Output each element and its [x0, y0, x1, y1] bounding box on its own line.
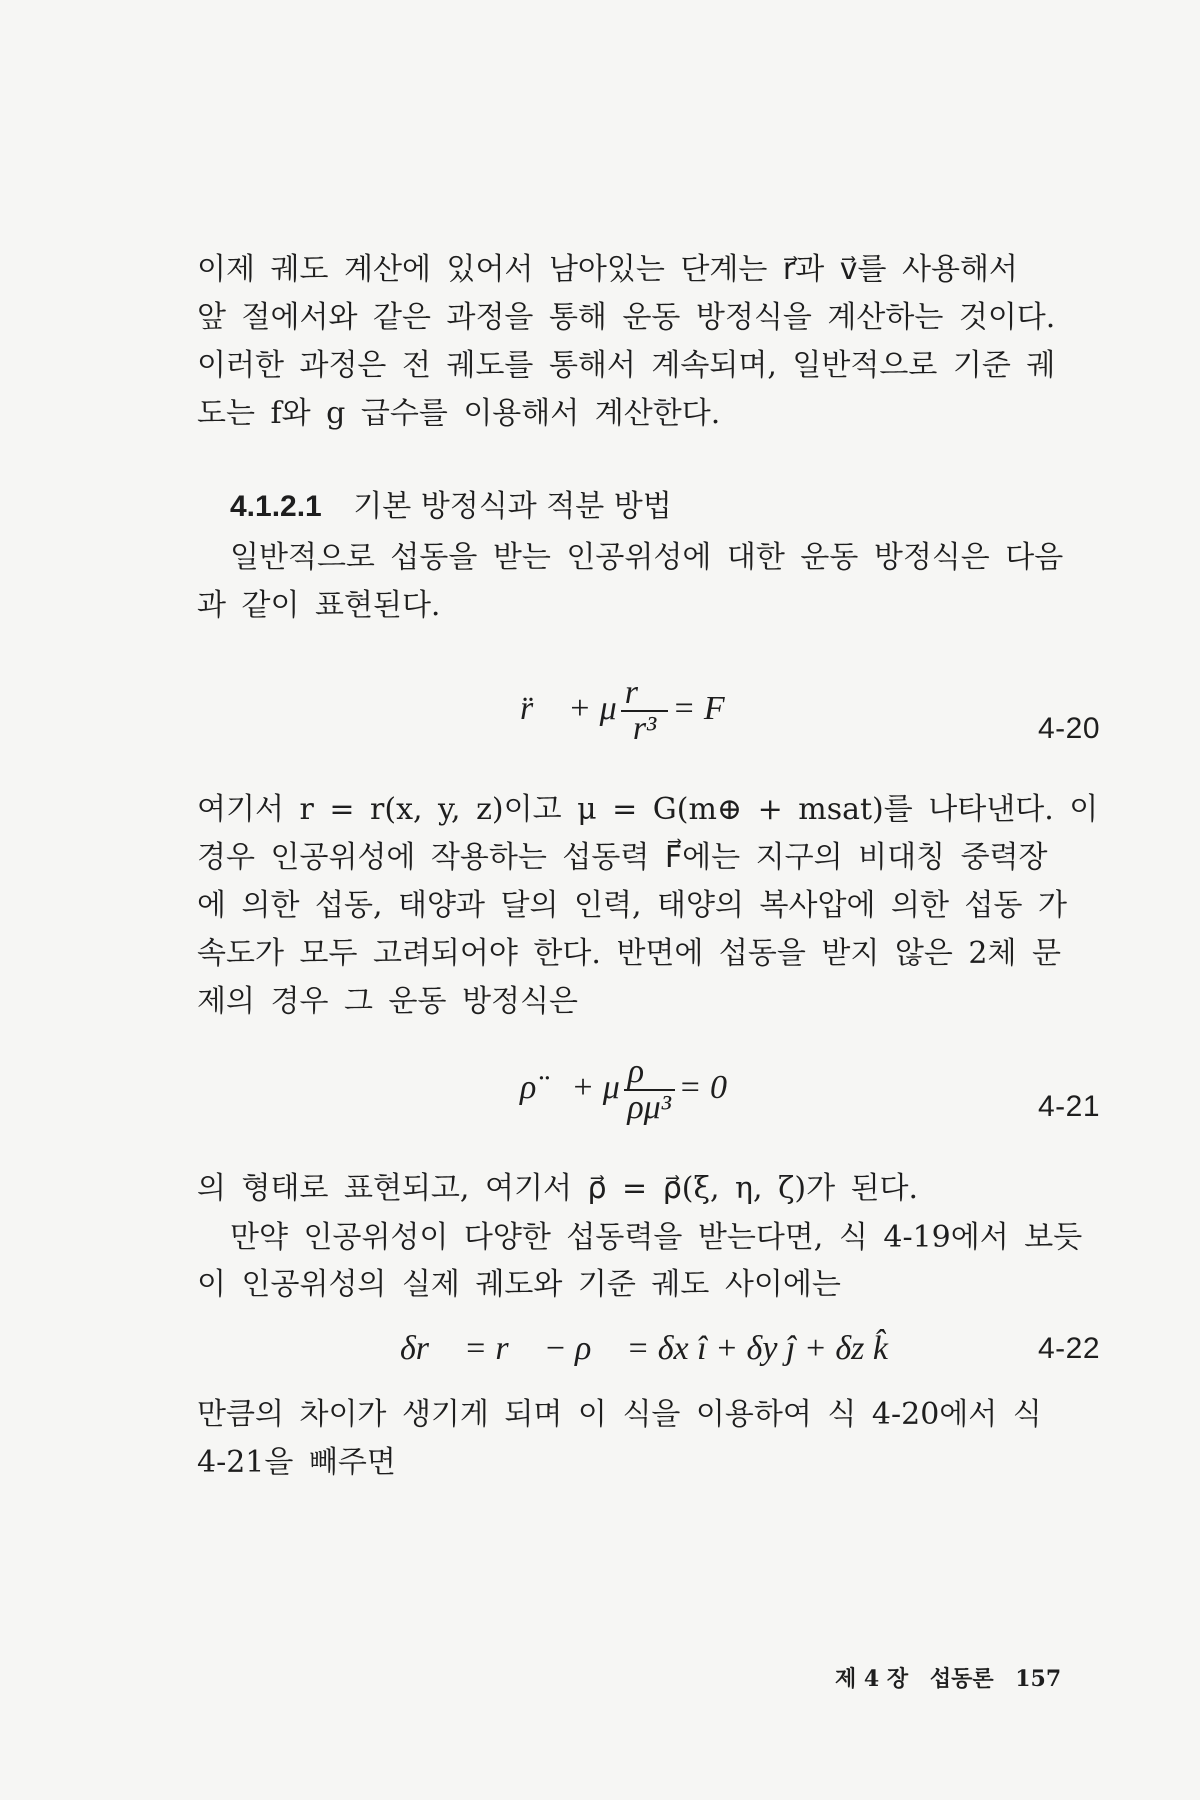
- footer-chapter-title: 섭동론: [929, 1666, 994, 1692]
- page-footer: [835, 1662, 1075, 1693]
- text-line: 여기서 r = r(x, y, z)이고 μ = G(m⊕ + msat)를 나타낸다. 이: [197, 792, 1099, 827]
- text-line: 의 형태로 표현되고, 여기서 ρ⃗ = ρ⃗(ξ, η, ζ)가 된다.: [197, 1171, 919, 1206]
- equation-body: [520, 676, 920, 786]
- section-number: 4.1.2.1: [230, 490, 322, 523]
- equation-fraction: [624, 1055, 675, 1125]
- equation-number: 4-22: [1037, 1332, 1100, 1365]
- section-heading: [230, 485, 672, 529]
- text-line: 에 의한 섭동, 태양과 달의 인력, 태양의 복사압에 의한 섭동 가: [197, 888, 1067, 923]
- text-line: 제의 경우 그 운동 방정식은: [197, 984, 578, 1019]
- equation-rhs: = 0: [678, 1068, 727, 1106]
- text-line: 속도가 모두 고려되어야 한다. 반면에 섭동을 받지 않은 2체 문: [197, 936, 1061, 971]
- text-line: 4-21을 빼주면: [197, 1445, 396, 1480]
- text-line: 이 인공위성의 실제 궤도와 기준 궤도 사이에는: [197, 1267, 841, 1302]
- equation-number: 4-20: [1037, 712, 1100, 745]
- fraction-denominator: r³: [632, 710, 657, 747]
- text-line: 이러한 과정은 전 궤도를 통해서 계속되며, 일반적으로 기준 궤: [197, 348, 1056, 383]
- equation-lhs: r̈⃗ + μ: [520, 689, 617, 727]
- text-line: 만약 인공위성이 다양한 섭동력을 받는다면, 식 4-19에서 보듯: [230, 1220, 1083, 1255]
- equation-body: [520, 1055, 920, 1165]
- text-line: 일반적으로 섭동을 받는 인공위성에 대한 운동 방정식은 다음: [230, 540, 1064, 575]
- text-line: 과 같이 표현된다.: [197, 588, 441, 623]
- equation-4-21: [0, 1055, 1200, 1165]
- equation-lhs: ρ̈⃗ + μ: [520, 1068, 620, 1106]
- equation-fraction: [621, 676, 669, 746]
- fraction-numerator: r⃗: [621, 676, 669, 712]
- equation-4-22: [0, 1330, 1200, 1390]
- section-title: 기본 방정식과 적분 방법: [353, 489, 672, 524]
- text-line: 만큼의 차이가 생기게 되며 이 식을 이용하여 식 4-20에서 식: [197, 1397, 1042, 1432]
- text-line: 경우 인공위성에 작용하는 섭동력 F⃗에는 지구의 비대칭 중력장: [197, 840, 1048, 875]
- text-line: 이제 궤도 계산에 있어서 남아있는 단계는 r⃗과 v⃗를 사용해서: [197, 252, 1018, 287]
- text-line: 도는 f와 g 급수를 이용해서 계산한다.: [197, 396, 721, 431]
- equation-body: δr⃗ = r⃗ − ρ⃗ = δx î + δy ĵ + δz k̂: [400, 1330, 888, 1367]
- equation-4-20: [0, 676, 1200, 786]
- footer-chapter: 제 4 장: [835, 1666, 909, 1692]
- equation-number: 4-21: [1037, 1090, 1100, 1123]
- fraction-numerator: ρ⃗: [624, 1055, 675, 1091]
- text-line: 앞 절에서와 같은 과정을 통해 운동 방정식을 계산하는 것이다.: [197, 300, 1056, 335]
- equation-rhs: = F⃗: [672, 689, 752, 727]
- page-number: 157: [1015, 1666, 1062, 1692]
- fraction-denominator: ρμ³: [627, 1089, 671, 1126]
